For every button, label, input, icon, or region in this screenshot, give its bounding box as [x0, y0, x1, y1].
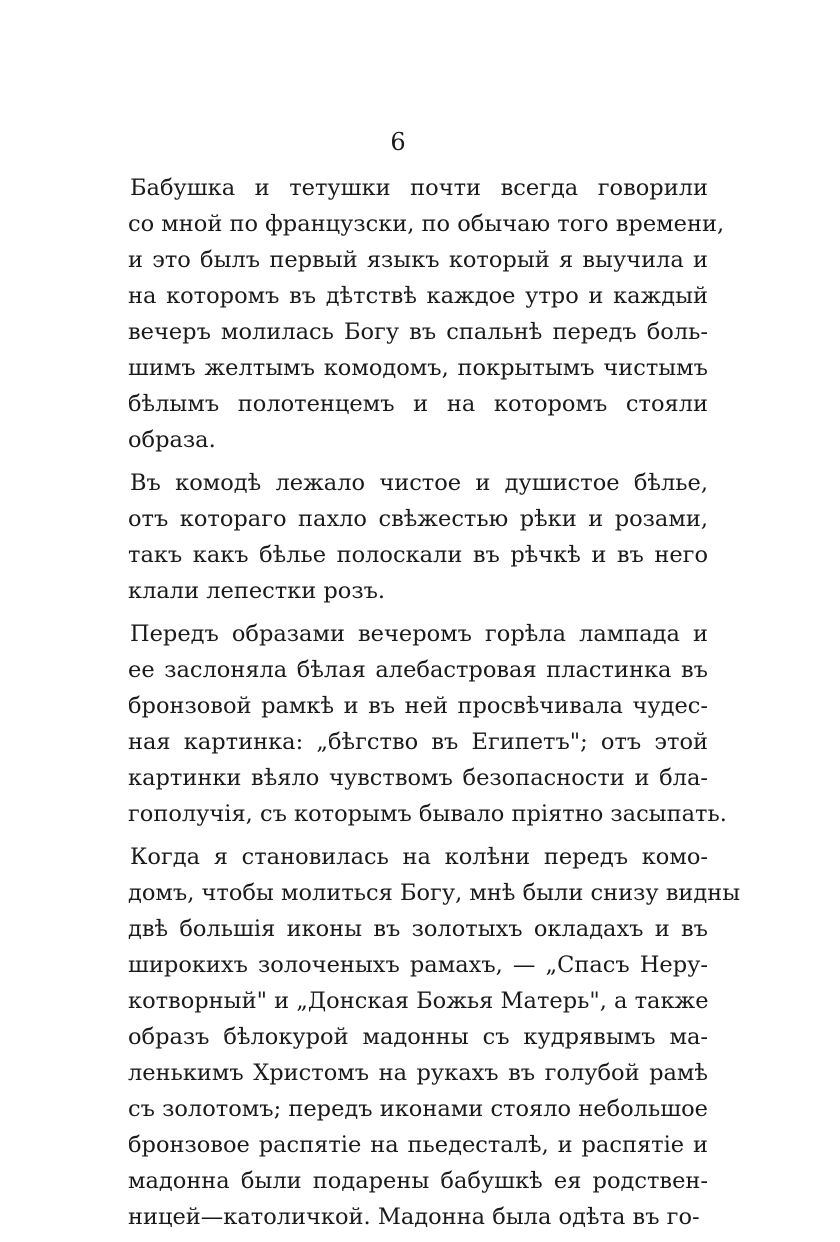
text-line: образъ бѣлокурой мадонны съ кудрявымъ ма-: [128, 1024, 708, 1050]
text-line: бронзовой рамкѣ и въ ней просвѣчивала чудес-: [128, 693, 708, 719]
text-line: Передъ образами вечеромъ горѣла лампада и: [130, 621, 708, 647]
text-line: гополучія, съ которымъ бывало пріятно засыпать.: [128, 801, 727, 827]
text-line: ее заслоняла бѣлая алебастровая пластинка въ: [128, 657, 708, 683]
text-line: Когда я становилась на колѣни передъ комо-: [130, 844, 708, 870]
text-line: шимъ желтымъ комодомъ, покрытымъ чистымъ: [128, 355, 708, 381]
text-line: съ золотомъ; передъ иконами стояло небольшое: [128, 1096, 708, 1122]
text-line: котворный" и „Донская Божья Матерь", а также: [128, 988, 709, 1014]
text-line: картинки вѣяло чувствомъ безопасности и бла-: [128, 765, 708, 791]
paragraph: [128, 170, 725, 458]
paragraph: [128, 616, 727, 832]
text-line: и это былъ первый языкъ который я выучила и: [128, 247, 708, 273]
text-line: ницей—католичкой. Мадонна была одѣта въ го-: [128, 1204, 700, 1230]
text-line: на которомъ въ дѣтствѣ каждое утро и каждый: [128, 283, 708, 309]
body-text: [128, 170, 741, 1242]
paragraph: [128, 839, 741, 1235]
text-line: мадонна были подарены бабушкѣ ея родствен-: [128, 1168, 708, 1194]
text-line: вечеръ молилась Богу въ спальнѣ передъ боль-: [128, 319, 708, 345]
text-line: бѣлымъ полотенцемъ и на которомъ стояли: [128, 391, 708, 417]
text-line: ная картинка: „бѣгство въ Египетъ"; отъ этой: [128, 729, 708, 755]
text-line: широкихъ золоченыхъ рамахъ, — „Спасъ Неру-: [128, 952, 708, 978]
text-line: Бабушка и тетушки почти всегда говорили: [130, 175, 708, 201]
text-line: ленькимъ Христомъ на рукахъ въ голубой рамѣ: [128, 1060, 708, 1086]
text-line: образа.: [128, 427, 216, 453]
text-line: бронзовое распятіе на пьедесталѣ, и распятіе и: [128, 1132, 708, 1158]
paragraph: [128, 465, 708, 609]
text-line: двѣ большія иконы въ золотыхъ окладахъ и въ: [128, 916, 708, 942]
text-line: такъ какъ бѣлье полоскали въ рѣчкѣ и въ него: [128, 542, 708, 568]
text-line: домъ, чтобы молиться Богу, мнѣ были снизу видны: [128, 880, 741, 906]
text-line: клали лепестки розъ.: [128, 578, 386, 604]
text-line: Въ комодѣ лежало чистое и душистое бѣлье,: [130, 470, 708, 496]
text-line: отъ котораго пахло свѣжестью рѣки и розами,: [128, 506, 708, 532]
page-number: 6: [390, 128, 406, 156]
text-line: со мной по французски, по обычаю того времени,: [128, 211, 725, 237]
